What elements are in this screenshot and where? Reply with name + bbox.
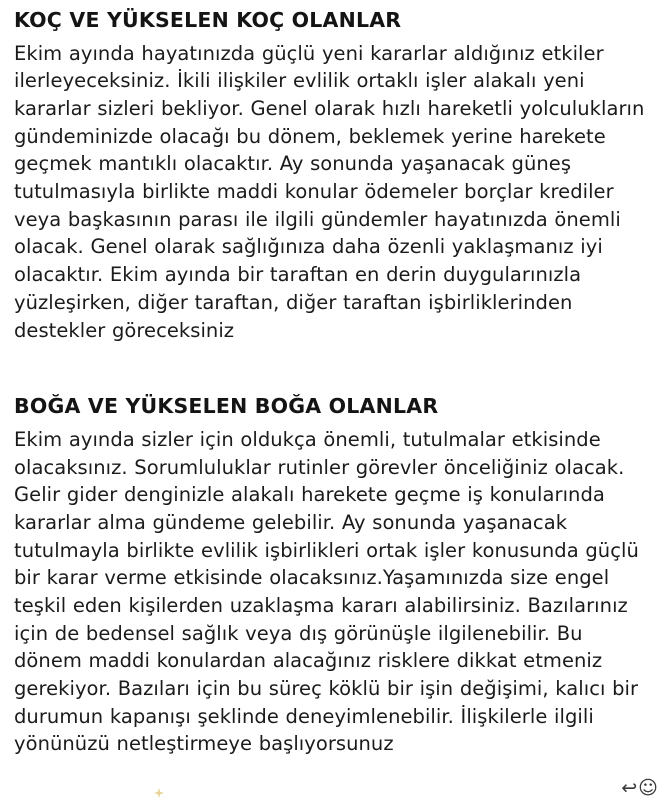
horoscope-section-aries (14, 8, 655, 344)
section-title-taurus: BOĞA VE YÜKSELEN BOĞA OLANLAR (14, 394, 439, 419)
horoscope-section-taurus (14, 394, 655, 758)
section-body-aries: Ekim ayında hayatınızda güçlü yeni kararlar aldığınız etkiler ilerleyeceksiniz. İkili ilişkiler evlilik ortaklı işler alakalı yeni kararlar sizleri bekliyor. Genel olarak hızlı hareketli yolculukların gündeminizde olacağı bu dönem, beklemek yerine harekete geçmek mantıklı olacaktır. Ay sonunda yaşanacak güneş tutulmasıyla birlikte maddi konular ödemeler borçlar krediler veya başkasının parası ile ilgili gündemler hayatınızda önemli olacak. Genel olarak sağlığınıza daha özenli yaklaşmanız iyi olacaktır. Ekim ayında bir taraftan en derin duygularınızla yüzleşirken, diğer taraftan, diğer taraftan işbirliklerinden destekler göreceksiniz (14, 41, 645, 342)
section-spacer (14, 354, 655, 394)
sparkle-icon (150, 786, 168, 800)
section-body-taurus: Ekim ayında sizler için oldukça önemli, tutulmalar etkisinde olacaksınız. Sorumluluklar rutinler görevler önceliğiniz olacak. Gelir gider denginizle alakalı harekete geçme iş konularında kararlar alma gündeme gelebilir. Ay sonunda yaşanacak tutulmayla birlikte evlilik işbirlikleri ortak işler konusunda güçlü bir karar verme etkisinde olacaksınız.Yaşamınızda size engel teşkil eden kişilerden uzaklaşma kararı alabilirsiniz. Bazılarınız için de bedensel sağlık veya dış görünüşle ilgilenebilir. Bu dönem maddi konulardan alacağınız risklere dikkat etmeniz gerekiyor. Bazıları için bu süreç köklü bir işin değişimi, kalıcı bir durumun kapanışı şeklinde deneyimlenebilir. İlişkilerle ilgili yönünüzü netleştirmeye başlıyorsunuz (14, 427, 639, 756)
section-title-aries: KOÇ VE YÜKSELEN KOÇ OLANLAR (14, 8, 402, 32)
reply-emoji-mark: ↩☺ (621, 777, 659, 799)
